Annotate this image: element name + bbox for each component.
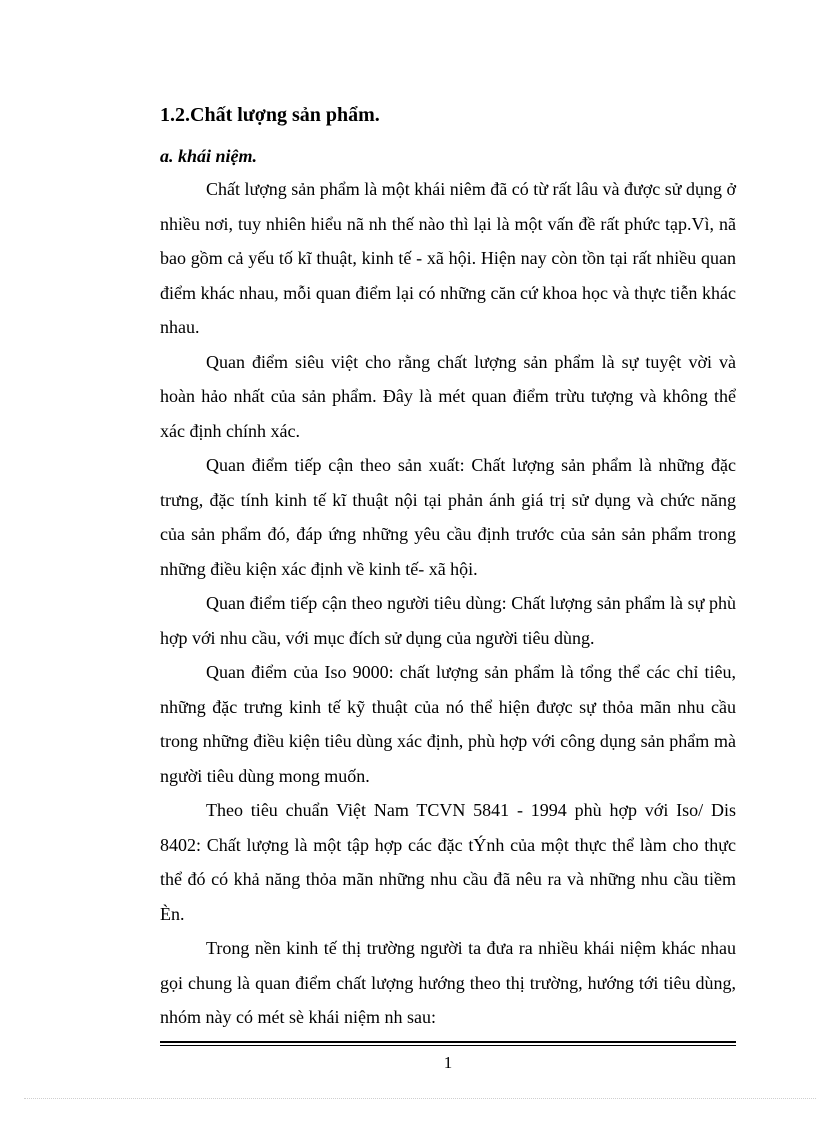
paragraph: Quan điểm của Iso 9000: chất lượng sản phẩm là tổng thể các chỉ tiêu, những đặc trưng kinh tế kỹ thuật của nó thể hiện được sự thỏa mãn nhu cầu trong những điều kiện tiêu dùng xác định, phù hợp với công dụng sản phẩm mà người tiêu dùng mong muốn. — [160, 662, 736, 786]
paragraph: Quan điểm tiếp cận theo người tiêu dùng: Chất lượng sản phẩm là sự phù hợp với nhu cầu, với mục đích sử dụng của người tiêu dùng. — [160, 593, 736, 648]
paragraph: Quan điểm siêu việt cho rằng chất lượng sản phẩm là sự tuyệt vời và hoàn hảo nhất của sản phẩm. Đây là mét quan điểm trừu tượng và không thể xác định chính xác. — [160, 351, 736, 441]
footer-rule — [160, 1041, 736, 1043]
page-number: 1 — [443, 1053, 453, 1072]
paragraph: Trong nền kinh tế thị trường người ta đưa ra nhiều khái niệm khác nhau gọi chung là quan điểm chất lượng hướng theo thị trường, hướng tới tiêu dùng, nhóm này có mét sè khái niệm nh sau: — [160, 938, 736, 1027]
body-text — [160, 172, 736, 1035]
paragraph: Chất lượng sản phẩm là một khái niêm đã có từ rất lâu và được sử dụng ở nhiều nơi, tuy nhiên hiểu nã nh thế nào thì lại là một vấn đề rất phức tạp.Vì, nã bao gồm cả yếu tố kĩ thuật, kinh tế - xã hội. Hiện nay còn tồn tại rất nhiều quan điểm khác nhau, mỗi quan điểm lại có những căn cứ khoa học và thực tiễn khác nhau. — [160, 179, 736, 337]
paragraph: Quan điểm tiếp cận theo sản xuất: Chất lượng sản phẩm là những đặc trưng, đặc tính kinh tế kĩ thuật nội tại phản ánh giá trị sử dụng và chức năng của sản phẩm đó, đáp ứng những yêu cầu định trước của sản sản phẩm trong những điều kiện xác định về kinh tế- xã hội. — [160, 455, 736, 579]
page-boundary-line — [24, 1098, 816, 1099]
footer-rule-thin — [160, 1045, 736, 1046]
section-heading: 1.2.Chất lượng sản phẩm. — [160, 104, 380, 126]
paragraph: Theo tiêu chuẩn Việt Nam TCVN 5841 - 1994 phù hợp với Iso/ Dis 8402: Chất lượng là một tập hợp các đặc tÝnh của một thực thể làm cho thực thể đó có khả năng thỏa mãn những nhu cầu đã nêu ra và những nhu cầu tiềm Èn. — [160, 800, 736, 924]
subsection-heading: a. khái niệm. — [160, 146, 258, 166]
